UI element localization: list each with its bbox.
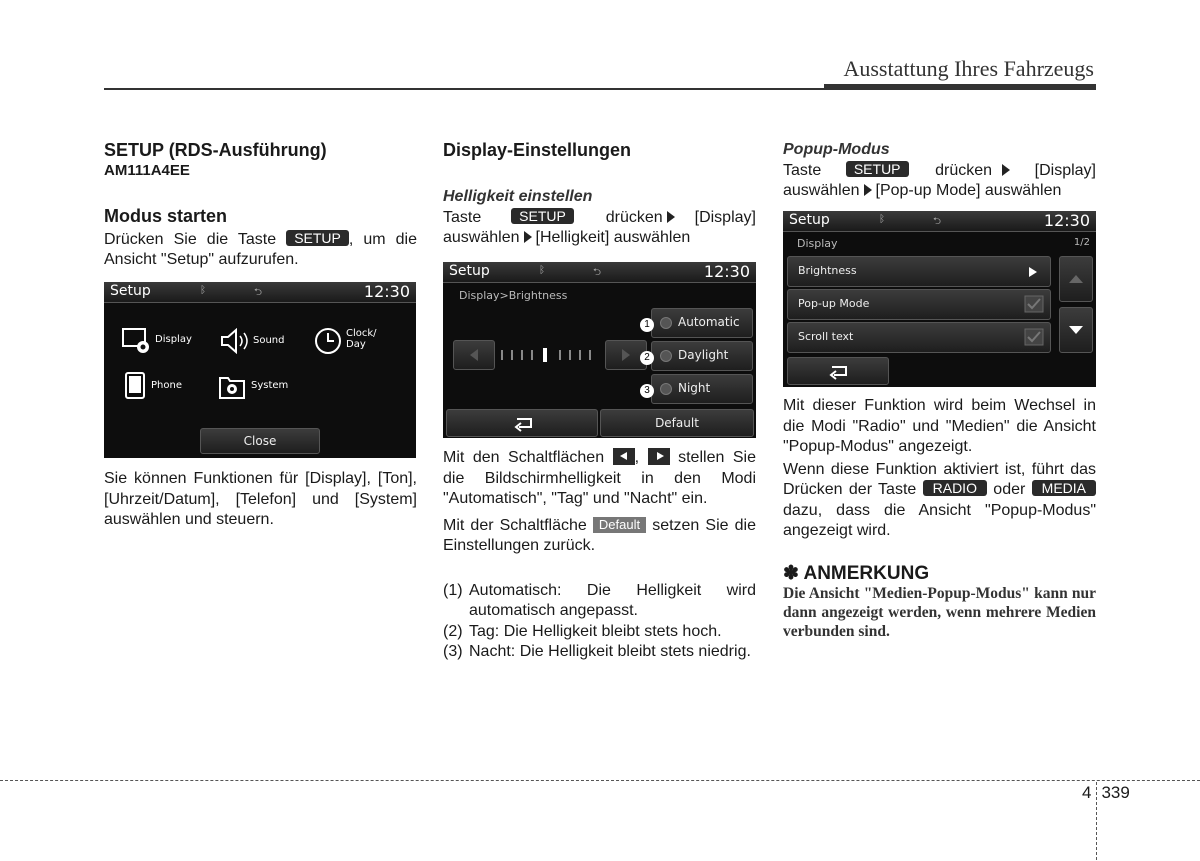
row-label: Pop-up Mode (798, 297, 870, 310)
column-1-lower (104, 469, 417, 531)
back-button[interactable] (787, 357, 889, 385)
paragraph: Wenn diese Funktion aktiviert ist, führt das Drücken der Taste RADIO oder MEDIA dazu, dass die Ansicht "Popup-Modus" angezeigt wird. (783, 460, 1096, 539)
menu-label: Sound (253, 335, 285, 346)
usb-icon: ⮌ (933, 216, 942, 227)
screen-time: 12:30 (363, 282, 410, 301)
media-key: MEDIA (1032, 480, 1096, 496)
radio-icon (660, 317, 672, 329)
footer-rule (0, 780, 1200, 781)
bluetooth-icon: ᛒ (879, 214, 885, 225)
section-title: Display-Einstellungen (443, 140, 632, 160)
system-icon (218, 374, 248, 400)
menu-phone[interactable] (124, 372, 182, 404)
chapter-number: 4 (1082, 783, 1092, 802)
section-code: AM111A4EE (104, 162, 190, 179)
screen-title: Setup (449, 263, 490, 279)
subsection-title: Helligkeit einstellen (443, 188, 593, 205)
default-key: Default (593, 517, 646, 533)
subsection-title: Modus starten (104, 205, 228, 226)
scroll-down-button[interactable] (1059, 307, 1093, 353)
row-label: Brightness (798, 264, 857, 277)
row-scroll-text[interactable] (787, 322, 1051, 353)
row-popup-mode[interactable] (787, 289, 1051, 320)
chevron-right-icon (1028, 266, 1038, 278)
menu-label: Display (155, 334, 192, 345)
back-button[interactable] (446, 409, 598, 437)
checkbox-icon[interactable] (1024, 295, 1044, 313)
bluetooth-icon: ᛒ (200, 285, 206, 296)
right-button-icon (648, 448, 670, 465)
note-text: Die Ansicht "Medien-Popup-Modus" kann nur dann angezeigt werden, wenn mehrere Medien verbunden sind. (783, 585, 1096, 640)
option-label: Night (678, 381, 711, 395)
checkbox-icon[interactable] (1024, 328, 1044, 346)
page-number (1082, 783, 1130, 803)
breadcrumb: Display>Brightness (459, 289, 568, 302)
bluetooth-icon: ᛒ (539, 265, 545, 276)
screen-title: Setup (110, 283, 151, 299)
screen-time: 12:30 (1043, 211, 1090, 230)
screen-title: Setup (789, 212, 830, 228)
paragraph: Taste SETUP drücken [Display] auswählen [Pop-up Mode] auswählen (783, 160, 1096, 199)
speaker-icon (220, 328, 252, 354)
subsection-title: Popup-Modus (783, 141, 890, 158)
brightness-screen (443, 262, 756, 438)
clock-icon (314, 326, 344, 356)
screen-status-bar (104, 282, 416, 303)
column-2 (443, 140, 756, 249)
page-indicator: 1/2 (1073, 237, 1090, 248)
menu-label: System (251, 380, 289, 391)
setup-key: SETUP (286, 230, 349, 246)
phone-icon (124, 372, 148, 400)
menu-display[interactable] (122, 326, 192, 358)
option-label: Automatic (678, 315, 740, 329)
column-1 (104, 140, 417, 271)
page-number-value: 339 (1101, 783, 1130, 802)
back-icon (447, 410, 597, 436)
note-title: ✽ ANMERKUNG (783, 562, 930, 584)
brightness-down-button[interactable] (453, 340, 495, 370)
left-button-icon (613, 448, 635, 465)
radio-icon (660, 350, 672, 362)
usb-icon: ⮌ (254, 287, 263, 298)
popup-mode-screen (783, 211, 1096, 387)
paragraph: Drücken Sie die Taste SETUP , um die Ansicht "Setup" aufzurufen. (104, 229, 417, 268)
paragraph: Sie können Funktionen für [Display], [Ton], [Uhrzeit/Datum], [Telefon] und [System] auswählen und steuern. (104, 470, 417, 528)
scroll-up-button[interactable] (1059, 256, 1093, 302)
arrow-icon (667, 211, 675, 223)
paragraph: Mit den Schaltflächen , stellen Sie die Bildschirmhelligkeit in den Modi "Automatisch", "Tag" und "Nacht" ein. (443, 449, 756, 507)
setup-key: SETUP (846, 161, 909, 177)
menu-clock[interactable] (314, 326, 377, 360)
close-button[interactable]: Close (200, 428, 320, 454)
row-label: Scroll text (798, 330, 854, 343)
option-automatic[interactable] (651, 308, 753, 338)
menu-sound[interactable] (220, 328, 285, 358)
slider-ticks-icon (499, 346, 603, 364)
numbered-list (443, 581, 756, 663)
radio-icon (660, 383, 672, 395)
arrow-icon (524, 231, 532, 243)
brightness-slider[interactable] (499, 346, 603, 368)
back-icon (788, 358, 888, 384)
setup-screen (104, 282, 416, 458)
default-button[interactable]: Default (600, 409, 754, 437)
left-arrow-icon (454, 341, 494, 369)
radio-key: RADIO (923, 480, 987, 496)
page-header-title: Ausstattung Ihres Fahrzeugs (843, 56, 1094, 81)
screen-status-bar (783, 211, 1096, 232)
list-item: (2) Tag: Die Helligkeit bleibt stets hoch. (443, 622, 722, 640)
option-daylight[interactable] (651, 341, 753, 371)
paragraph: Taste SETUP drücken [Display] auswählen [Helligkeit] auswählen (443, 207, 756, 246)
option-night[interactable] (651, 374, 753, 404)
arrow-icon (864, 184, 872, 196)
row-brightness[interactable] (787, 256, 1051, 287)
option-label: Daylight (678, 348, 729, 362)
menu-label: Clock/ Day (346, 328, 377, 350)
arrow-icon (1002, 164, 1010, 176)
header-tab (824, 84, 1096, 90)
screen-status-bar (443, 262, 756, 283)
breadcrumb: Display (797, 237, 838, 250)
chevron-up-icon (1060, 257, 1092, 301)
display-icon (122, 326, 152, 354)
column-2-lower (443, 448, 756, 663)
setup-key: SETUP (511, 208, 574, 224)
chevron-down-icon (1060, 308, 1092, 352)
list-item: (1) Automatisch: Die Helligkeit wird automatisch angepasst. (443, 581, 756, 619)
callout-marker: 1 (640, 318, 654, 332)
menu-system[interactable] (218, 374, 289, 404)
column-3 (783, 140, 1096, 202)
section-title: SETUP (RDS-Ausführung) (104, 140, 327, 160)
list-item: (3) Nacht: Die Helligkeit bleibt stets niedrig. (443, 643, 751, 660)
column-3-lower (783, 396, 1096, 641)
paragraph: Mit der Schaltfläche Default setzen Sie die Einstellungen zurück. (443, 516, 756, 554)
menu-label: Phone (151, 380, 182, 391)
paragraph: Mit dieser Funktion wird beim Wechsel in die Modi "Radio" und "Medien" die Ansicht "Popup-Modus" angezeigt. (783, 397, 1096, 455)
usb-icon: ⮌ (593, 267, 602, 278)
screen-time: 12:30 (703, 262, 750, 281)
callout-marker: 2 (640, 351, 654, 365)
callout-marker: 3 (640, 384, 654, 398)
